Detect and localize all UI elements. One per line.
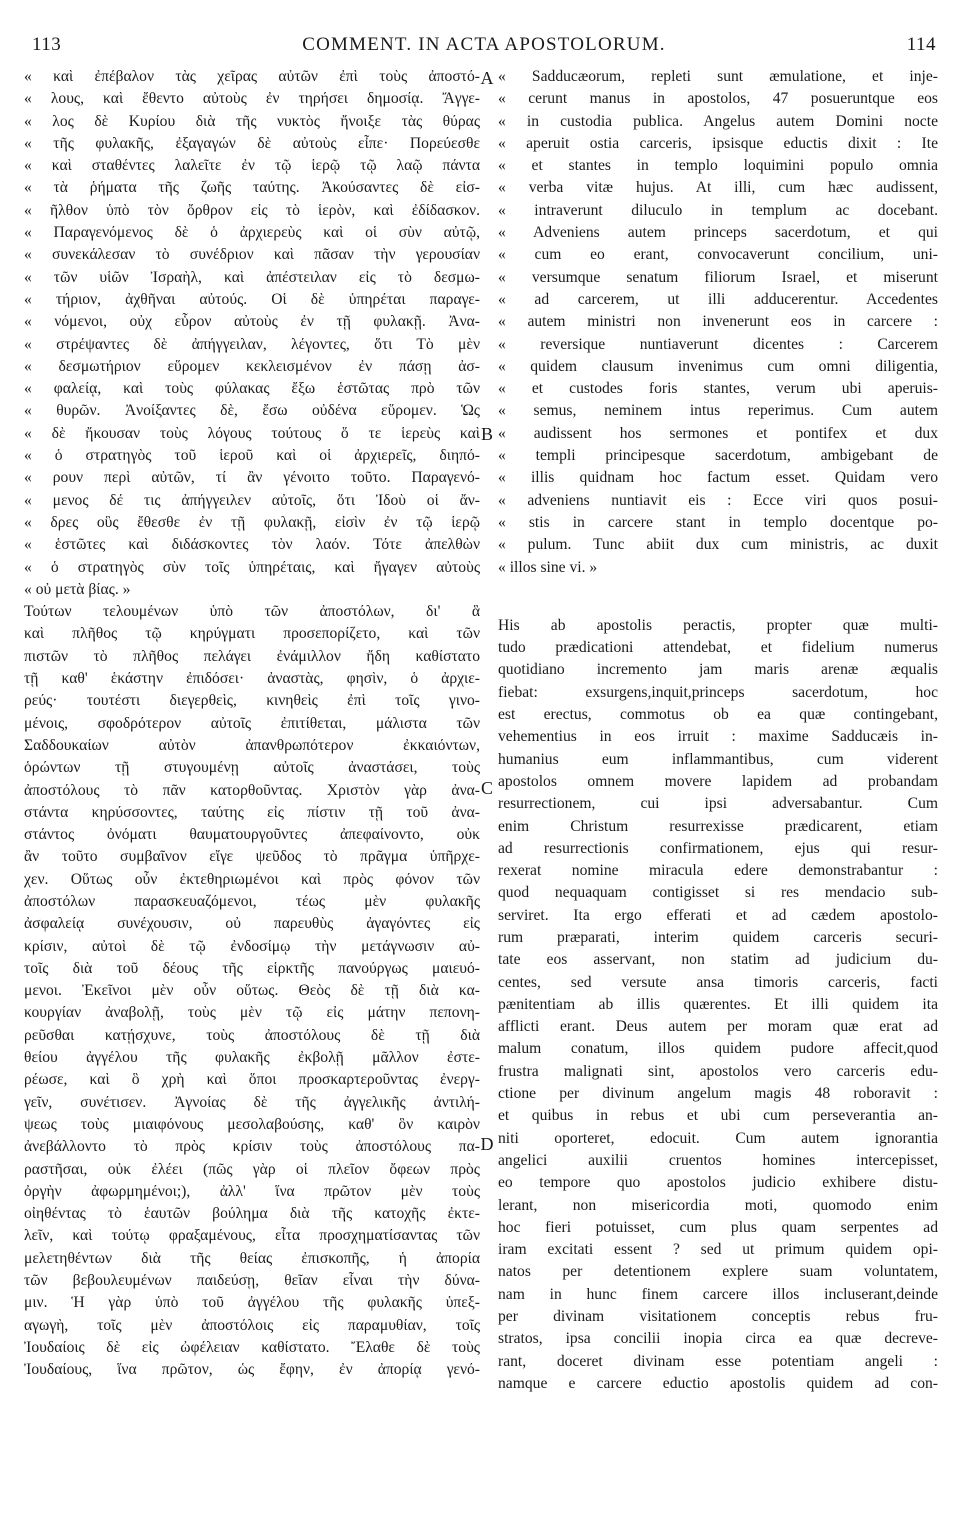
text-line: « νόμενοι, οὐχ εὗρον αὐτοὺς ἐν τῇ φυλακῇ. Ἀνα-: [24, 313, 480, 331]
text-line: ἀσφαλείᾳ συνέχουσιν, οὐ παρευθὺς ἀγαγόντες εἰς: [24, 915, 480, 933]
text-line: « verba vitæ hujus. At illi, cum hæc audissent,: [498, 179, 938, 197]
text-line: γεῖν, συνέτισεν. Ἀγνοίας δὲ τῆς ἀγγελικῆς ἀντιλή-: [24, 1093, 480, 1111]
text-line: rant, doceret divinam esse potentiam angeli :: [498, 1352, 938, 1370]
text-line: στάντος ὀνόματι θαυματουργοῦντες ἀπεφαίνοντο, οὐκ: [24, 826, 480, 844]
text-line: centes, sed versute ansa timoris carceris, facti: [498, 973, 938, 991]
text-line: « semus, neminem intus reperimus. Cum autem: [498, 402, 938, 420]
text-line: « ρουν περὶ αὐτῶν, τί ἂν γένοιτο τοῦτο. Παραγενό-: [24, 469, 480, 487]
text-line: « φαλείᾳ, καὶ τοὺς φύλακας ἔξω ἑστῶτας πρὸ τῶν: [24, 380, 480, 398]
text-line: « illos sine vi. »: [498, 558, 598, 576]
text-line: « στρέψαντες δὲ ἀπήγγειλαν, λέγοντες, ὅτι Τὸ μὲν: [24, 335, 480, 353]
text-line: « Παραγενόμενος δὲ ὁ ἀρχιερεὺς καὶ οἱ σὺν αὐτῷ,: [24, 224, 480, 242]
text-line: resurrectionem, cui ipsi adversabantur. Cum: [498, 795, 938, 813]
page-number-right: 114: [906, 34, 936, 55]
text-line: Τούτων τελουμένων ὑπὸ τῶν ἀποστόλων, δι' ἃ: [24, 603, 480, 621]
text-line: tudo prædicationi attendebat, et fidelium numerus: [498, 639, 938, 657]
text-line: « adveniens nuntiavit eis : Ecce viri quos posui-: [498, 491, 938, 509]
page-number-left: 113: [32, 34, 62, 55]
text-line: ἀποστόλων παρασκευαζόμενοι, τέως μὲν φυλακῆς: [24, 892, 480, 910]
margin-letter-c: C: [480, 778, 493, 798]
text-line: τῶν βεβουλευμένων παιδεύσῃ, θεῖαν εἶναι τὴν δύνα-: [24, 1272, 480, 1290]
text-line: per divinam visitationem conceptis rebus fru-: [498, 1308, 938, 1326]
text-line: « stis in carcere stant in templo docentque po-: [498, 513, 938, 531]
text-line: ψεως τοὺς μιαιφόνους μεσολαβούσης, καθ' ὃν καιρὸν: [24, 1115, 480, 1133]
text-line: λεῖν, καὶ τούτῳ φραξαμένους, εἶτα προσχηματίσαντας τῶν: [24, 1227, 480, 1245]
text-line: κρίσιν, αὐτοὶ δὲ τῷ ἐνδοσίμῳ τὴν μετάγνωσιν αὐ-: [24, 937, 480, 955]
text-line: « Adveniens autem princeps sacerdotum, et qui: [498, 224, 938, 242]
greek-column: [24, 66, 480, 1382]
text-line: namque e carcere eductio apostolis quidem ad con-: [498, 1374, 938, 1392]
text-line: quod nequaquam contigisset si res mendacio sub-: [498, 884, 938, 902]
text-line: « quidem clausum invenimus cum omni diligentia,: [498, 357, 938, 375]
text-line: vehementius in eos irruit : maxime Sadducæis in-: [498, 728, 938, 746]
text-line: afflicti erant. Deus autem per moram quæ erat ad: [498, 1018, 938, 1036]
text-line: « cerunt manus in apostolos, 47 posueruntque eos: [498, 90, 938, 108]
text-line: « συνεκάλεσαν τὸ συνέδριον καὶ πᾶσαν τὴν γερουσίαν: [24, 246, 480, 264]
text-line: niti oporteret, edocuit. Cum autem ignorantia: [498, 1129, 938, 1147]
text-line: « versumque senatum filiorum Israel, et miserunt: [498, 268, 938, 286]
text-line: apostolos omnem movere lapidem ad probandam: [498, 772, 938, 790]
text-line: « et stantes in templo loquimini populo omnia: [498, 157, 938, 175]
text-line: ὀργὴν ἀφωρμημένοι;), ἀλλ' ἵνα πρῶτον μὲν τοὺς: [24, 1182, 480, 1200]
text-line: τῇ καθ' ἑκάστην ἐπιδόσει· ἀναστὰς, φησὶν, ὁ ἀρχιε-: [24, 670, 480, 688]
text-line: « μενος δέ τις ἀπήγγειλεν αὐτοῖς, ὅτι Ἰδοὺ οἱ ἄν-: [24, 491, 480, 509]
text-line: « illis quidnam hoc factum esset. Quidam vero: [498, 469, 938, 487]
text-line: « audissent hos sermones et pontifex et dux: [498, 424, 938, 442]
text-line: ρέωσε, καὶ ὃ χρὴ καὶ ὅποι προσκαρτεροῦντας ἐνεργ-: [24, 1071, 480, 1089]
running-title: COMMENT. IN ACTA APOSTOLORUM.: [302, 34, 666, 55]
greek-scripture-quote: [24, 66, 480, 601]
text-line: malum conatum, illos quidem pudore affecit,quod: [498, 1040, 938, 1058]
text-line: στάντα κηρύσσοντες, ταύτης εἰς πίστιν τῇ τοῦ ἀνα-: [24, 803, 480, 821]
text-line: « et custodes foris stantes, verum ubi aperuis-: [498, 380, 938, 398]
text-line: « Sadducæorum, repleti sunt æmulatione, et inje-: [498, 68, 938, 85]
text-line: His ab apostolis peractis, propter quæ multi-: [498, 616, 938, 634]
text-line: « ad carcerem, ut illi adducerentur. Accedentes: [498, 290, 938, 308]
page-header: [32, 34, 936, 60]
text-line: « τὰ ῥήματα τῆς ζωῆς ταύτης. Ἀκούσαντες δὲ εἰσ-: [24, 179, 480, 197]
text-line: humanius eum inflammantibus, cum viderent: [498, 750, 938, 768]
text-line: « λος δὲ Κυρίου διὰ τῆς νυκτὸς ἤνοιξε τὰς θύρας: [24, 112, 480, 130]
text-line: « οὐ μετὰ βίας. »: [24, 580, 131, 598]
text-line: ρεῦσθαι κατῄσχυνε, τοὺς ἀποστόλους δὲ τῇ διὰ: [24, 1026, 480, 1044]
text-line: nam in hunc finem carcere illos incluserant,deinde: [498, 1285, 938, 1303]
text-line: est erectus, commotus ob ea quæ contingebant,: [498, 706, 938, 724]
text-line: angelici auxilii cruentos homines intercepisset,: [498, 1151, 938, 1169]
latin-scripture-quote: [498, 66, 938, 579]
text-line: tate eos asservant, non statim ad judicium du-: [498, 951, 938, 969]
text-line: stratos, ipsa concilii inopia circa ea quæ decreve-: [498, 1330, 938, 1348]
latin-block-gap: [498, 579, 938, 615]
text-line: « τῆς φυλακῆς, ἐξαγαγών δὲ αὐτοὺς εἶπε· Πορεύεσθε: [24, 134, 480, 152]
text-line: Ἰουδαίοις δὲ εἰς ὠφέλειαν καθίστατο. Ἔλαθε δὲ τοὺς: [24, 1338, 480, 1356]
text-line: τοῖς διὰ τοῦ δέους τῆς εἱρκτῆς πανούργως μαιευό-: [24, 959, 480, 977]
text-line: « reversique nuntiaverunt dicentes : Carcerem: [498, 335, 938, 353]
text-line: ἀνεβάλλοντο τὸ πρὸς κρίσιν τοὺς ἀποστόλους πα-: [24, 1138, 480, 1156]
text-line: « ὁ στρατηγὸς σὺν τοῖς ὑπηρέταις, καὶ ἤγαγεν αὐτοὺς: [24, 558, 480, 576]
text-line: rexerat nomine miracula edere demonstrabantur :: [498, 862, 938, 880]
text-line: « cum eo erant, convocaverunt concilium, uni-: [498, 246, 938, 264]
text-line: lerant, non misericordia moti, quomodo enim: [498, 1196, 938, 1214]
text-line: rum præparati, interim quidem carceris securi-: [498, 928, 938, 946]
text-line: « templi principesque sacerdotum, ambigebant de: [498, 447, 938, 465]
text-line: iram excitati essent ? sed ut primum quidem opi-: [498, 1241, 938, 1259]
text-line: « τῶν υἱῶν Ἰσραὴλ, καὶ ἀπέστειλαν εἰς τὸ δεσμω-: [24, 268, 480, 286]
text-line: ραστῆσαι, οὐκ ἐλέει (πῶς γὰρ οἱ πλεῖον ὄφεων πρὸς: [24, 1160, 480, 1178]
text-line: ad resurrectionis confirmationem, ejus qui resur-: [498, 839, 938, 857]
latin-commentary: [498, 615, 938, 1395]
text-line: pænitentiam ab illis quærentes. Et illi quidem ita: [498, 995, 938, 1013]
text-line: « δεσμωτήριον εὕρομεν κεκλεισμένον ἐν πάσῃ ἀσ-: [24, 357, 480, 375]
text-line: « ῆλθον ὑπὸ τὸν ὄρθρον εἰς τὸ ἱερὸν, καὶ ἐδίδασκον.: [24, 201, 480, 219]
text-line: enim Christum resurrexisse prædicarent, etiam: [498, 817, 938, 835]
text-line: « θυρῶν. Ἀνοίξαντες δὲ, ἔσω οὐδένα εὕρομεν. Ὡς: [24, 402, 480, 420]
text-line: hoc fieri potuisset, cum plus quam serpentes ad: [498, 1218, 938, 1236]
text-line: fiebat: exsurgens,inquit,princeps sacerdotum, hoc: [498, 683, 938, 701]
text-line: serviret. Ita ergo efferati et ad cædem apostolo-: [498, 906, 938, 924]
text-line: μελετηθέντων διὰ τῆς θείας ἐπισκοπῆς, ἡ ἀπορία: [24, 1249, 480, 1267]
text-line: frustra malignati sint, apostolos vero carceris edu-: [498, 1062, 938, 1080]
text-line: μένοις, σφοδρότερον αὐτοῖς ἐπιτίθεται, μάλιστα τῶν: [24, 714, 480, 732]
text-line: Ἰουδαίους, ἵνα πρῶτον, ὡς ἔφην, ἐν ἀπορίᾳ γενό-: [24, 1361, 480, 1379]
text-line: ctione per divinum angelum magis 48 roboravit :: [498, 1085, 938, 1103]
text-line: « intraverunt diluculo in templum ac docebant.: [498, 201, 938, 219]
latin-column: [498, 66, 938, 1395]
margin-letter-b: B: [480, 424, 493, 444]
text-line: « pulum. Tunc abiit dux cum ministris, ac duxit: [498, 536, 938, 554]
text-line: ὁρώντων τῇ στυγουμένῃ αὐτοῖς ἀναστάσει, τοὺς: [24, 759, 480, 777]
text-line: « autem ministri non invenerunt eos in carcere :: [498, 313, 938, 331]
text-line: κουργίαν ἀναβολῇ, τοὺς μὲν τῷ εἰς μάτην πεπονη-: [24, 1004, 480, 1022]
margin-letter-d: D: [480, 1134, 494, 1154]
text-line: ρεύς· τουτέστι διεγερθεὶς, κινηθεὶς ἐπὶ τοῖς γινο-: [24, 692, 480, 710]
text-line: καὶ πλῆθος τῷ κηρύγματι προσεπορίζετο, καὶ τῶν: [24, 625, 480, 643]
text-line: « λους, καὶ ἔθεντο αὐτοὺς ἐν τηρήσει δημοσίᾳ. Ἄγγε-: [24, 90, 480, 108]
text-line: χεν. Οὕτως οὖν ἐκτεθηριωμένοι καὶ πρὸς φόνον τῶν: [24, 870, 480, 888]
text-line: πιστῶν τὸ πλῆθος πελάγει ἐνάμιλλον ἤδη καθίστατο: [24, 647, 480, 665]
text-line: « δὲ ἤκουσαν τοὺς λόγους τούτους ὅ τε ἱερεὺς καὶ: [24, 424, 480, 442]
text-line: « τήριον, ἀχθῆναι αὐτούς. Οἱ δὲ ὑπηρέται παραγε-: [24, 290, 480, 308]
text-line: « δρες οὓς ἔθεσθε ἐν τῇ φυλακῇ, εἰσὶν ἐν τῷ ἱερῷ: [24, 513, 480, 531]
text-line: αγωγὴ, τοῖς μὲν ἀποστόλοις εἰς παραμυθίαν, τοῖς: [24, 1316, 480, 1334]
text-line: θείου ἀγγέλου τῆς φυλακῆς ἐκβολῇ μᾶλλον ἐστε-: [24, 1049, 480, 1067]
text-line: οἰηθέντας τὸ ἑαυτῶν βούλημα διὰ τῆς κατοχῆς ἐκτε-: [24, 1205, 480, 1223]
text-line: eo tempore quo apostolos judicio exhibere distu-: [498, 1174, 938, 1192]
text-line: Σαδδουκαίων αὐτὸν ἀπανθρωπότερον ἐκκαιόντων,: [24, 736, 480, 754]
text-line: et quibus in rebus et ubi cum perseverantia an-: [498, 1107, 938, 1125]
text-line: « καὶ σταθέντες λαλεῖτε ἐν τῷ ἱερῷ τῷ λαῷ πάντα: [24, 157, 480, 175]
text-line: μενοι. Ἐκεῖνοι μὲν οὖν οὕτως. Θεὸς δὲ τῇ διὰ κα-: [24, 982, 480, 1000]
text-line: natos per detentionem explere suam voluntatem,: [498, 1263, 938, 1281]
text-line: « καὶ ἐπέβαλον τὰς χεῖρας αὐτῶν ἐπὶ τοὺς ἀποστό-: [24, 68, 480, 85]
text-line: μιν. Ἡ γὰρ ὑπὸ τοῦ ἀγγέλου τῆς φυλακῆς ὑπεξ-: [24, 1294, 480, 1312]
text-line: « ἑστῶτες καὶ διδάσκοντες τὸν λαόν. Τότε ἀπελθὼν: [24, 536, 480, 554]
text-line: « in custodia publica. Angelus autem Domini nocte: [498, 112, 938, 130]
text-line: ἂν τοῦτο συμβαῖνον εἴγε ψεῦδος τὸ πρᾶγμα ὑπῆρχε-: [24, 848, 480, 866]
text-line: quotidiano incremento jam maris arenæ æqualis: [498, 661, 938, 679]
text-line: ἀποστόλους τὸ πᾶν κατορθοῦντας. Χριστὸν γὰρ ἀνα-: [24, 781, 480, 799]
text-line: « ὁ στρατηγὸς τοῦ ἱεροῦ καὶ οἱ ἀρχιερεῖς, διηπό-: [24, 447, 480, 465]
text-line: « aperuit ostia carceris, ipsisque eductis dixit : Ite: [498, 134, 938, 152]
greek-commentary: [24, 601, 480, 1381]
margin-letter-a: A: [480, 68, 494, 88]
